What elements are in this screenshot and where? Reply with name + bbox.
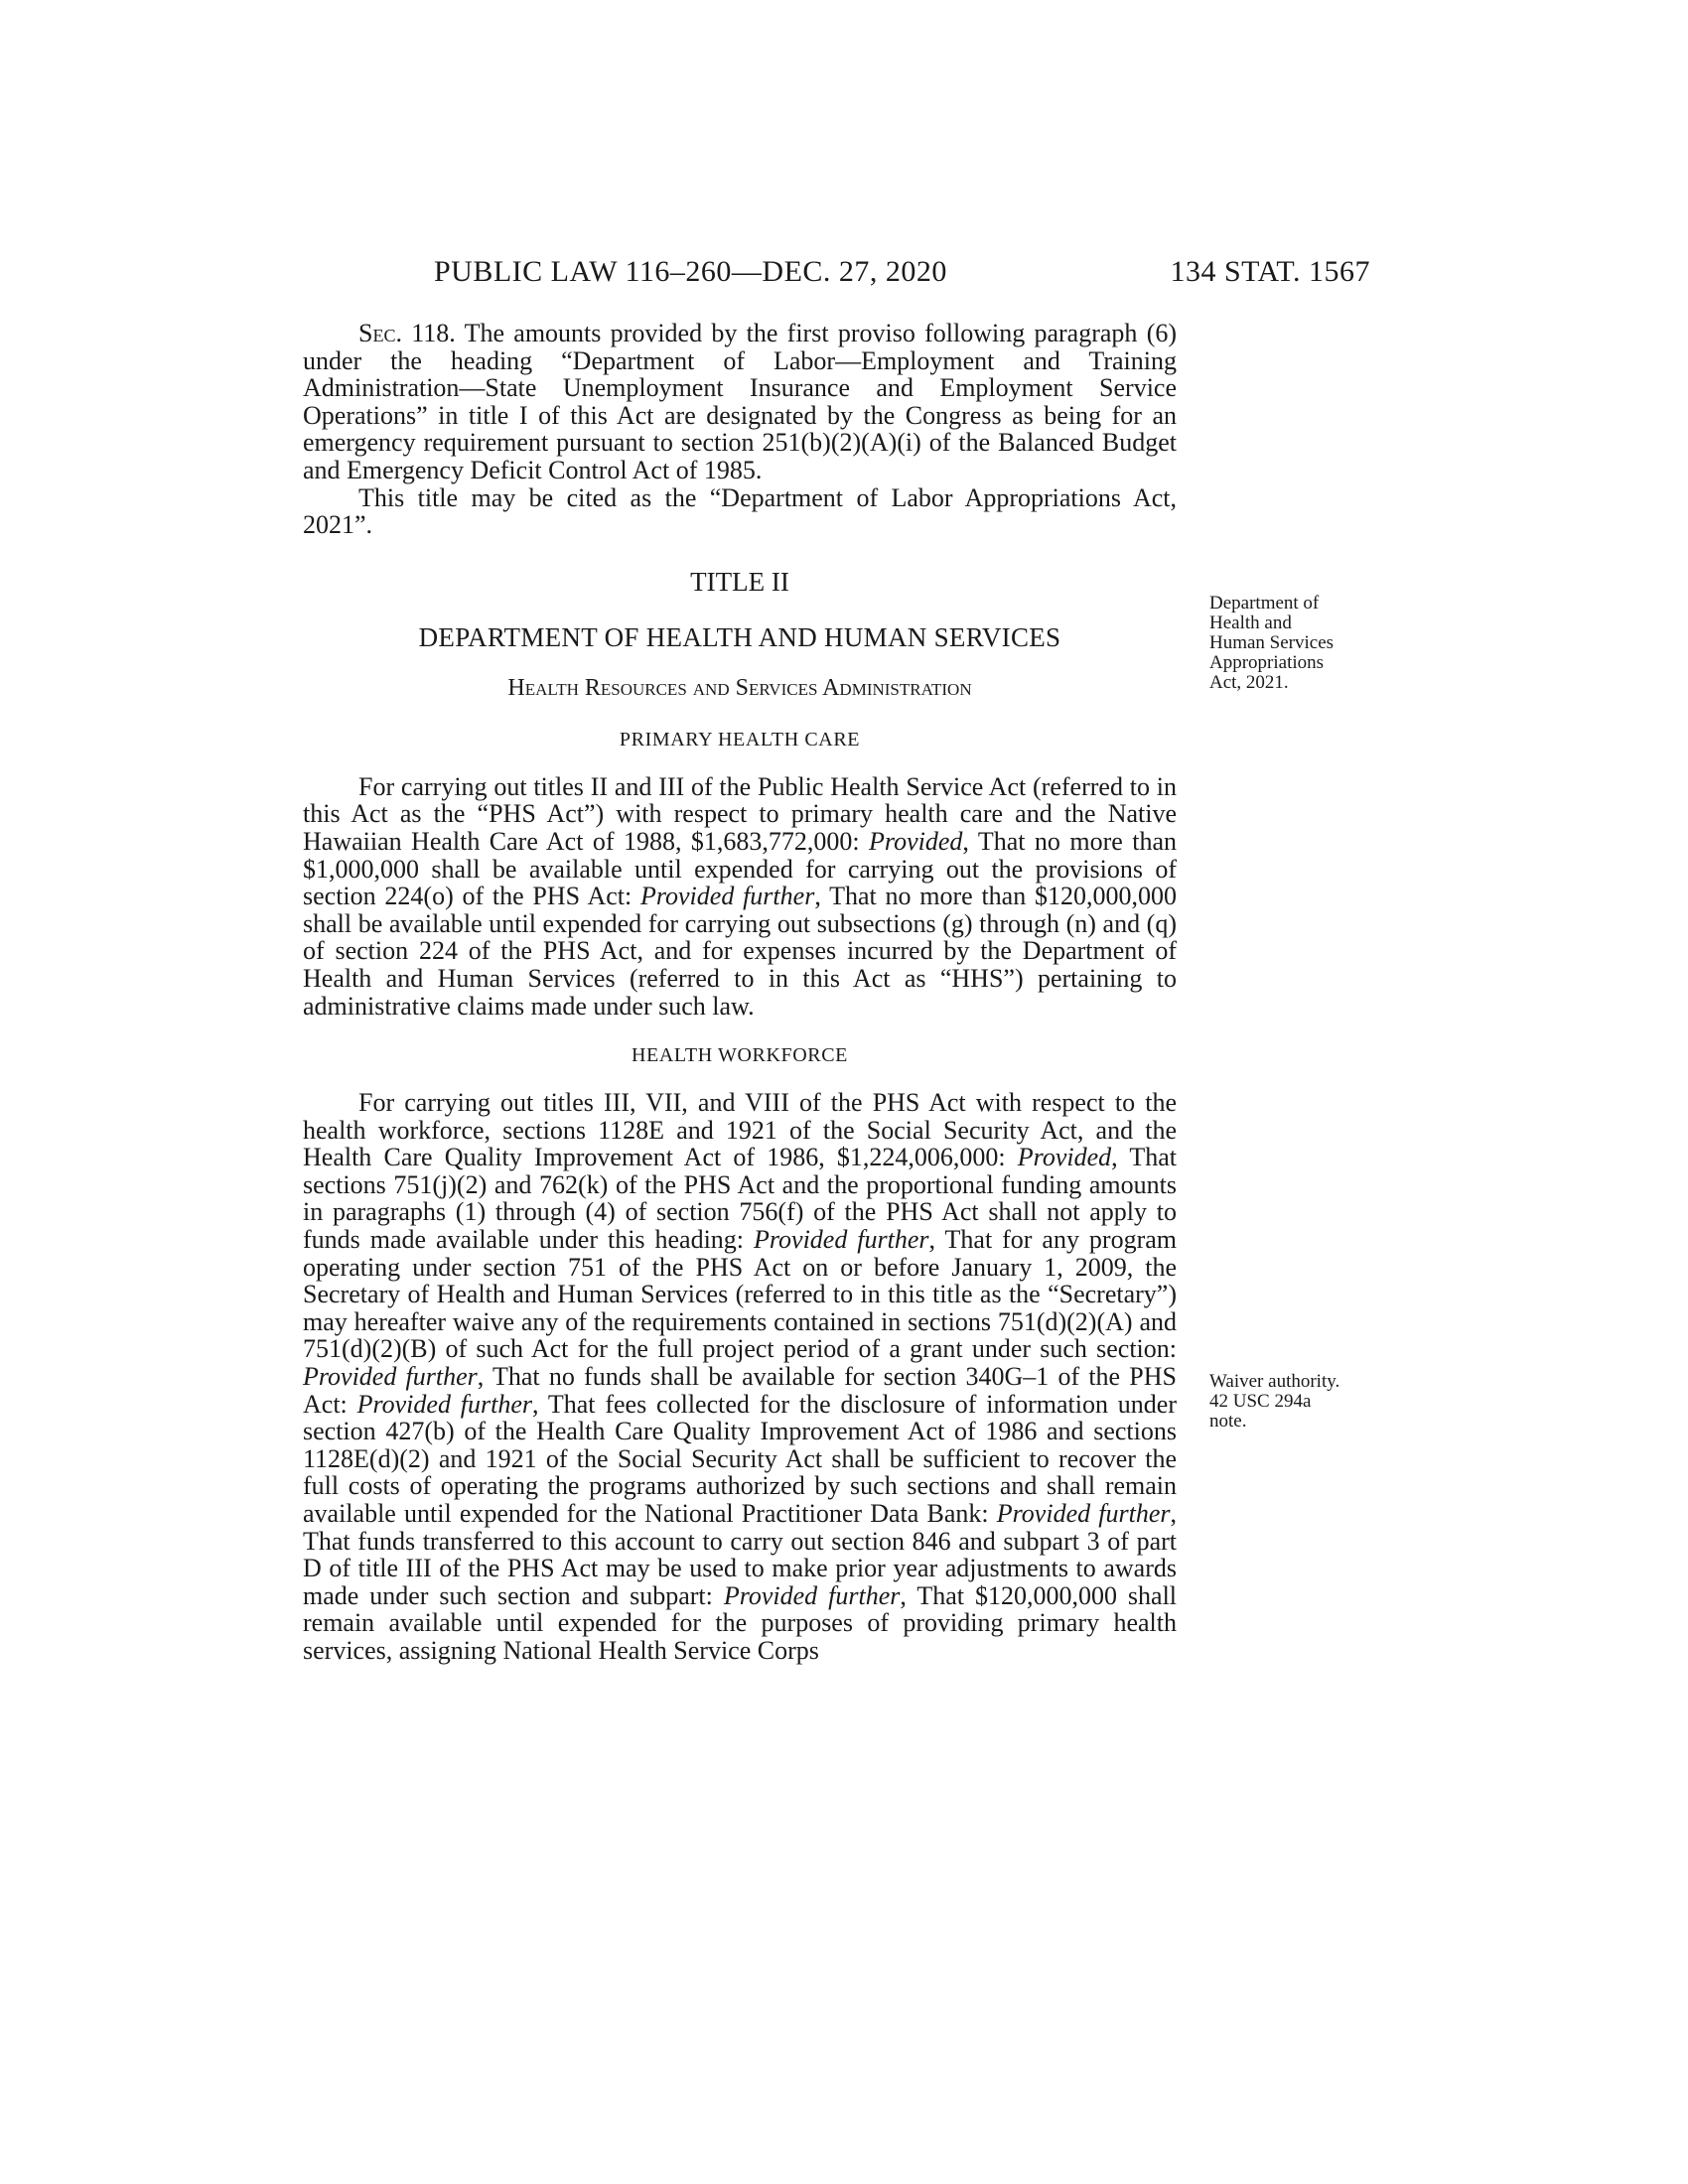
text-segment: , That for any program operating under section 751 of the PHS Act on or before January 1, 2009, the Secretary of Health and Human Services (referred to in this title as the “Secretary”) may hereafter waive any of the requirements contained in sections 751(d)(2)(A) and 751(d)(2)(B) of such Act for the full project period of a grant under such section: (303, 1225, 1178, 1364)
text-segment: , That fees collected for the disclosure of information under section 427(b) of the Health Care Quality Improvement Act of 1986 and sections 1128E(d)(2) and 1921 of the Social Security Act shall be sufficient to recover the full costs of operating the programs authorized by such sections and shall remain available until expended for the National Practitioner Data Bank: (303, 1389, 1178, 1528)
text-segment: , That sections 751(j)(2) and 762(k) of the PHS Act and the proportional funding amounts in paragraphs (1) through (4) of section 756(f) of the PHS Act shall not apply to funds made available under this heading: (303, 1143, 1177, 1255)
proviso-italic: Provided (869, 826, 963, 856)
margin-note-line: Act, 2021. (1209, 672, 1289, 693)
margin-note-line: note. (1209, 1411, 1247, 1432)
section-118-label: Sec. 118. (358, 319, 456, 347)
main-text-column (303, 320, 1177, 1665)
proviso-italic: Provided further (723, 1580, 901, 1610)
proviso-italic: Provided further (996, 1499, 1171, 1528)
margin-note-line: Appropriations (1209, 652, 1325, 673)
running-head-page-number: 134 STAT. 1567 (1170, 255, 1370, 288)
text-segment: , That no funds shall be available for section 340G–1 of the PHS Act: (303, 1362, 1177, 1419)
department-heading: DEPARTMENT OF HEALTH AND HUMAN SERVICES (418, 621, 1061, 652)
proviso-italic: Provided further (356, 1389, 533, 1419)
health-workforce-heading: HEALTH WORKFORCE (632, 1044, 848, 1067)
margin-note-line: Human Services (1209, 632, 1335, 653)
text-segment: , That no more than $1,000,000 shall be available until expended for carrying out the provisions of section 224(o) of the PHS Act: (303, 826, 1177, 911)
text-segment: For carrying out titles III, VII, and VIII of the PHS Act with respect to the health workforce, sections 1128E and 1921 of the Social Security Act, and the Health Care Quality Improvement Act of 1986, $1,224,006,000: (303, 1088, 1177, 1172)
text-segment: , That $120,000,000 shall remain available until expended for the purposes of providing primary health services, assigning National Health Service Corps (303, 1580, 1178, 1665)
margin-note-line: Health and (1209, 613, 1292, 633)
proviso-italic: Provided further (754, 1225, 929, 1255)
short-title-citation: This title may be cited as the “Department of Labor Appropriations Act, 2021”. (303, 482, 1177, 540)
proviso-italic: Provided further (303, 1362, 478, 1392)
section-118-text: The amounts provided by the first proviso following paragraph (6) under the heading “Department of Labor—Employment and Training Administration—State Unemployment Insurance and Employment Service Operations” in title I of this Act are designated by the Congress as being for an emergency requirement pursuant to section 251(b)(2)(A)(i) of the Balanced Budget and Emergency Deficit Control Act of 1985. (303, 319, 1178, 484)
margin-note-title (1209, 594, 1408, 693)
proviso-italic: Provided further (639, 882, 815, 911)
margin-note-line: Waiver authority. (1209, 1371, 1340, 1392)
text-segment: , That funds transferred to this account to carry out section 846 and subpart 3 of part D of title III of the PHS Act may be used to make prior year adjustments to awards made under such section and subpart: (303, 1499, 1177, 1610)
running-head-title: PUBLIC LAW 116–260—DEC. 27, 2020 (434, 255, 947, 288)
margin-note-line: 42 USC 294a (1209, 1391, 1312, 1412)
text-segment: , That no more than $120,000,000 shall be available until expended for carrying out subsections (g) through (n) and (q) of section 224 of the PHS Act, and for expenses incurred by the Department of Health and Human Services (referred to in this Act as “HHS”) pertaining to administrative claims made under such law. (303, 882, 1177, 1021)
running-head (298, 252, 1370, 292)
proviso-italic: Provided (1017, 1143, 1112, 1172)
title-heading: TITLE II (690, 566, 789, 597)
primary-health-care-paragraph (303, 773, 1177, 1020)
agency-heading: Health Resources and Services Administration (507, 674, 972, 701)
margin-note-line: Department of (1209, 593, 1320, 614)
section-118-paragraph (303, 320, 1177, 484)
health-workforce-paragraph (303, 1089, 1177, 1664)
primary-health-care-heading: PRIMARY HEALTH CARE (619, 728, 861, 751)
margin-note-waiver (1209, 1372, 1408, 1432)
text-segment: For carrying out titles II and III of the Public Health Service Act (referred to in this Act as the “PHS Act”) with respect to primary health care and the Native Hawaiian Health Care Act of 1988, $1,683,772,000: (303, 771, 1177, 856)
